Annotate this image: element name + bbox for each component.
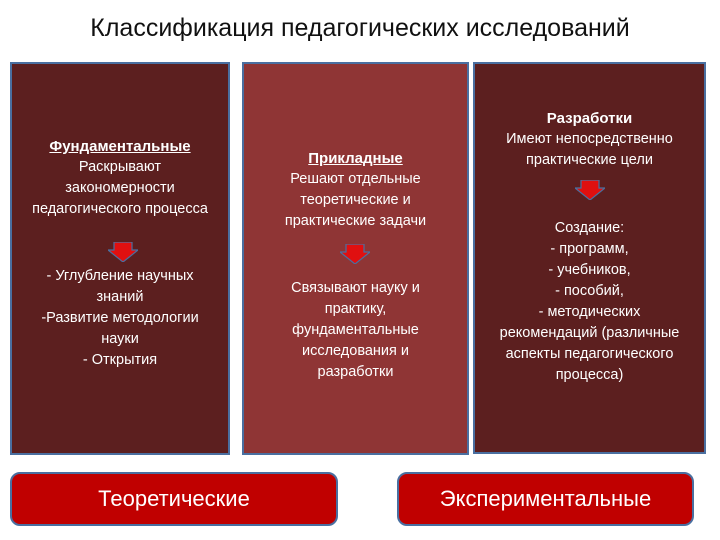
developments-result-line: аспекты педагогического bbox=[505, 346, 674, 362]
theoretical-button[interactable]: Теоретические bbox=[10, 472, 338, 526]
fundamental-result-line: -Развитие методологии bbox=[41, 310, 199, 326]
developments-result-line: рекомендаций (различные bbox=[499, 325, 680, 341]
developments-desc-line: Имеют непосредственно bbox=[506, 131, 673, 147]
developments-result-line: Создание: bbox=[554, 220, 625, 236]
fundamental-column bbox=[10, 62, 230, 455]
fundamental-desc-line: педагогического процесса bbox=[32, 201, 208, 217]
applied-desc-line: практические задачи bbox=[284, 213, 427, 229]
fundamental-result-line: науки bbox=[101, 331, 139, 347]
down-arrow-icon bbox=[340, 244, 370, 264]
applied-result-line: практику, bbox=[324, 301, 387, 317]
applied-result-line: исследования и bbox=[301, 343, 410, 359]
applied-column bbox=[242, 62, 469, 455]
fundamental-heading: Фундаментальные bbox=[49, 138, 191, 155]
fundamental-result-line: - Открытия bbox=[82, 352, 158, 368]
applied-top-block bbox=[244, 148, 467, 232]
fundamental-result-line: знаний bbox=[96, 289, 144, 305]
down-arrow-icon bbox=[575, 180, 605, 200]
applied-result-line: фундаментальные bbox=[292, 322, 419, 338]
applied-heading: Прикладные bbox=[308, 150, 403, 167]
down-arrow-icon bbox=[108, 242, 138, 262]
fundamental-result-line: - Углубление научных bbox=[46, 268, 194, 284]
developments-result-line: - пособий, bbox=[555, 283, 624, 299]
fundamental-top-block bbox=[12, 136, 228, 220]
developments-desc-line: практические цели bbox=[526, 152, 653, 168]
fundamental-desc-line: Раскрывают bbox=[78, 159, 162, 175]
experimental-button[interactable]: Экспериментальные bbox=[397, 472, 694, 526]
developments-result-line: процесса) bbox=[555, 367, 624, 383]
developments-column bbox=[473, 62, 706, 454]
developments-results-block bbox=[475, 218, 704, 386]
applied-desc-line: Решают отдельные bbox=[290, 171, 421, 187]
developments-result-line: - программ, bbox=[550, 241, 629, 257]
applied-result-line: Связывают науку и bbox=[291, 280, 420, 296]
fundamental-results-block bbox=[12, 266, 228, 371]
applied-desc-line: теоретические и bbox=[300, 192, 411, 208]
page-title: Классификация педагогических исследований bbox=[90, 14, 630, 42]
developments-top-block bbox=[475, 108, 704, 171]
developments-heading: Разработки bbox=[546, 110, 633, 127]
developments-result-line: - методических bbox=[538, 304, 641, 320]
developments-result-line: - учебников, bbox=[548, 262, 631, 278]
applied-results-block bbox=[244, 278, 467, 383]
applied-result-line: разработки bbox=[317, 364, 394, 380]
fundamental-desc-line: закономерности bbox=[65, 180, 175, 196]
